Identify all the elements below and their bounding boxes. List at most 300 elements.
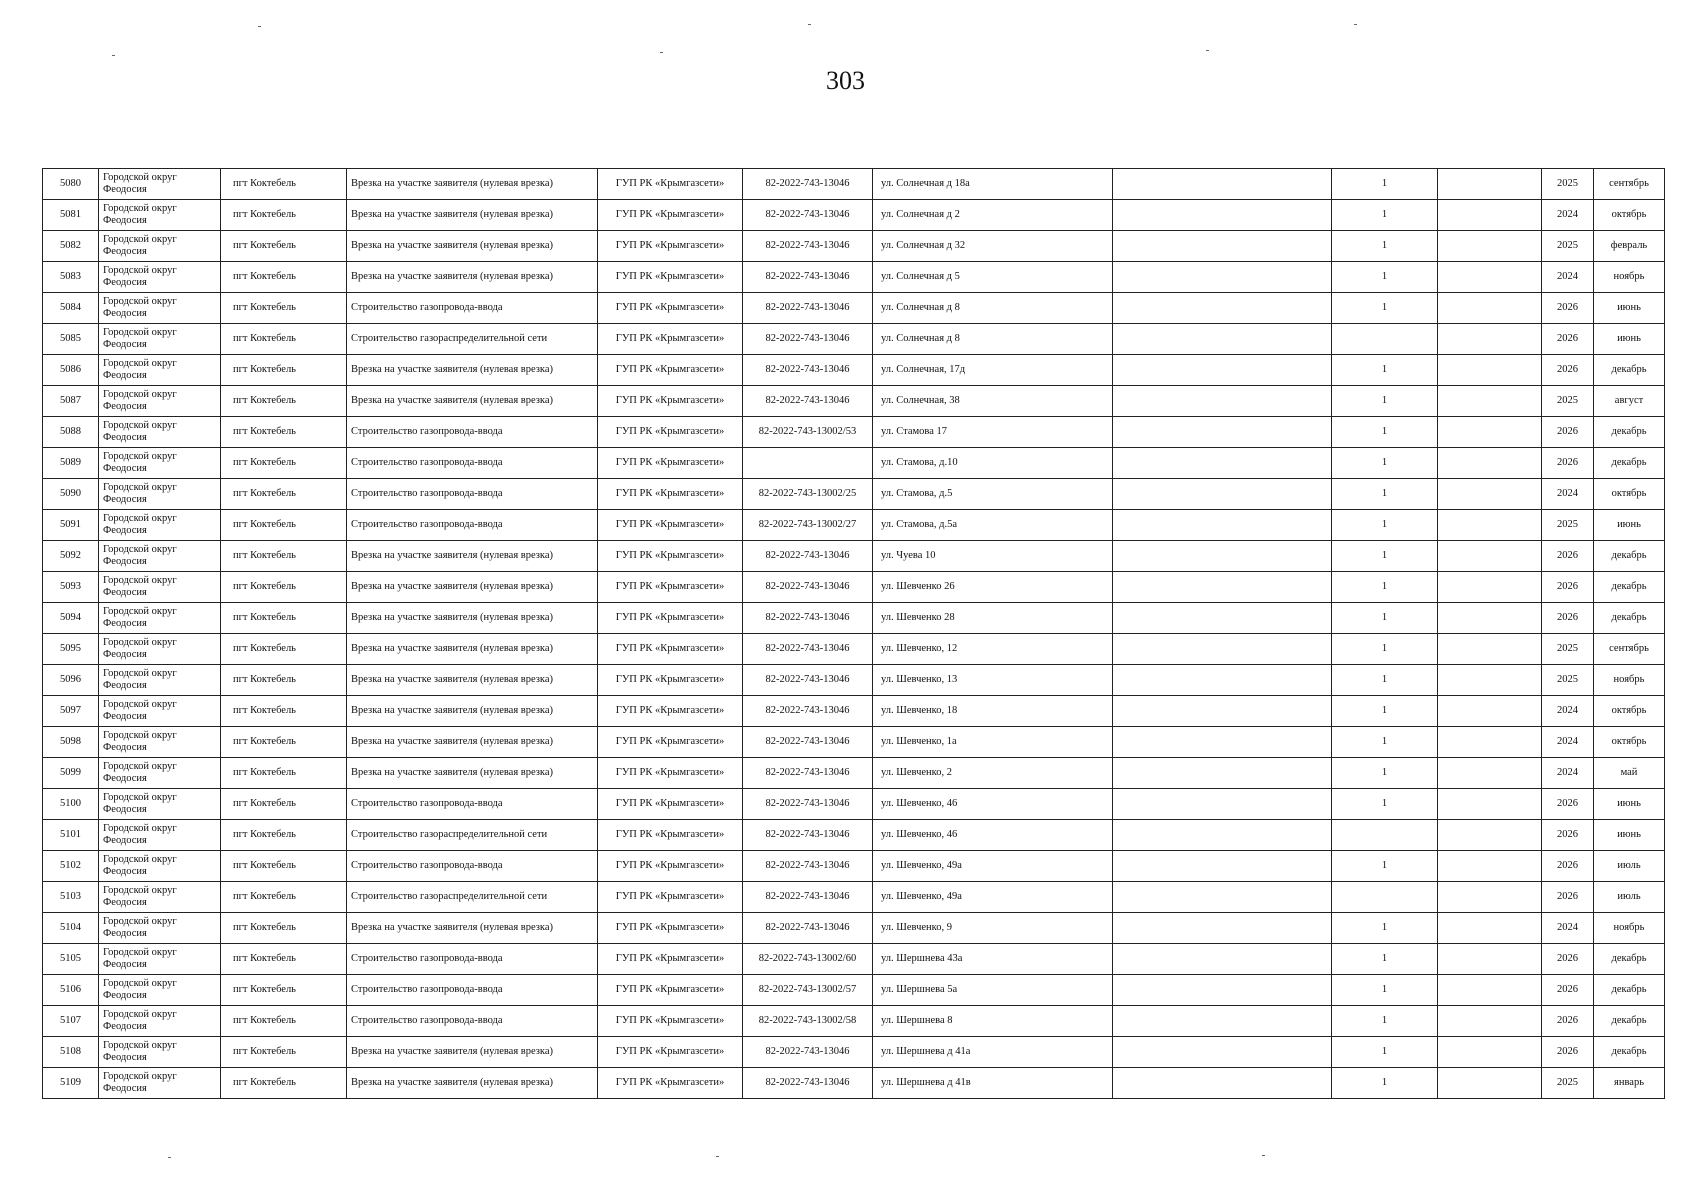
- scan-speck: [1354, 24, 1357, 25]
- document-number-cell: 82-2022-743-13046: [743, 262, 873, 293]
- district-cell: Городской округ Феодосия: [99, 913, 221, 944]
- count-cell: 1: [1332, 758, 1438, 789]
- address-cell: ул. Шершнева 43а: [873, 944, 1113, 975]
- month-cell: февраль: [1594, 231, 1665, 262]
- organization-cell: ГУП РК «Крымгазсети»: [598, 200, 743, 231]
- note-cell: [1438, 665, 1542, 696]
- row-number: 5088: [43, 417, 99, 448]
- note-cell: [1438, 293, 1542, 324]
- extra-cell: [1113, 1006, 1332, 1037]
- month-cell: декабрь: [1594, 1037, 1665, 1068]
- document-number-cell: 82-2022-743-13002/53: [743, 417, 873, 448]
- month-cell: декабрь: [1594, 541, 1665, 572]
- note-cell: [1438, 727, 1542, 758]
- district-cell: Городской округ Феодосия: [99, 1006, 221, 1037]
- address-cell: ул. Шевченко, 12: [873, 634, 1113, 665]
- month-cell: июль: [1594, 851, 1665, 882]
- extra-cell: [1113, 293, 1332, 324]
- address-cell: ул. Шевченко, 46: [873, 820, 1113, 851]
- year-cell: 2026: [1542, 324, 1594, 355]
- page-number: 303: [826, 66, 865, 95]
- row-number: 5083: [43, 262, 99, 293]
- table-row: [43, 1068, 1665, 1099]
- work-type-cell: Врезка на участке заявителя (нулевая врезка): [347, 262, 598, 293]
- organization-cell: ГУП РК «Крымгазсети»: [598, 355, 743, 386]
- locality-cell: пгт Коктебель: [221, 882, 347, 913]
- year-cell: 2025: [1542, 510, 1594, 541]
- locality-cell: пгт Коктебель: [221, 1068, 347, 1099]
- year-cell: 2024: [1542, 696, 1594, 727]
- table-row: [43, 448, 1665, 479]
- row-number: 5093: [43, 572, 99, 603]
- extra-cell: [1113, 975, 1332, 1006]
- row-number: 5086: [43, 355, 99, 386]
- document-number-cell: 82-2022-743-13046: [743, 851, 873, 882]
- year-cell: 2026: [1542, 293, 1594, 324]
- row-number: 5090: [43, 479, 99, 510]
- address-cell: ул. Солнечная д 8: [873, 324, 1113, 355]
- organization-cell: ГУП РК «Крымгазсети»: [598, 789, 743, 820]
- work-type-cell: Врезка на участке заявителя (нулевая врезка): [347, 355, 598, 386]
- locality-cell: пгт Коктебель: [221, 231, 347, 262]
- row-number: 5102: [43, 851, 99, 882]
- organization-cell: ГУП РК «Крымгазсети»: [598, 448, 743, 479]
- row-number: 5109: [43, 1068, 99, 1099]
- extra-cell: [1113, 696, 1332, 727]
- extra-cell: [1113, 820, 1332, 851]
- note-cell: [1438, 1006, 1542, 1037]
- organization-cell: ГУП РК «Крымгазсети»: [598, 169, 743, 200]
- extra-cell: [1113, 789, 1332, 820]
- month-cell: октябрь: [1594, 200, 1665, 231]
- district-cell: Городской округ Феодосия: [99, 572, 221, 603]
- work-type-cell: Строительство газопровода-ввода: [347, 789, 598, 820]
- row-number: 5098: [43, 727, 99, 758]
- document-number-cell: 82-2022-743-13046: [743, 882, 873, 913]
- scan-speck: [1262, 1155, 1265, 1156]
- address-cell: ул. Солнечная, 38: [873, 386, 1113, 417]
- locality-cell: пгт Коктебель: [221, 293, 347, 324]
- note-cell: [1438, 603, 1542, 634]
- extra-cell: [1113, 262, 1332, 293]
- year-cell: 2026: [1542, 541, 1594, 572]
- note-cell: [1438, 1068, 1542, 1099]
- work-type-cell: Строительство газораспределительной сети: [347, 820, 598, 851]
- locality-cell: пгт Коктебель: [221, 479, 347, 510]
- month-cell: август: [1594, 386, 1665, 417]
- year-cell: 2026: [1542, 944, 1594, 975]
- work-type-cell: Строительство газопровода-ввода: [347, 417, 598, 448]
- organization-cell: ГУП РК «Крымгазсети»: [598, 975, 743, 1006]
- count-cell: 1: [1332, 448, 1438, 479]
- extra-cell: [1113, 231, 1332, 262]
- extra-cell: [1113, 355, 1332, 386]
- district-cell: Городской округ Феодосия: [99, 696, 221, 727]
- count-cell: [1332, 882, 1438, 913]
- table-row: [43, 758, 1665, 789]
- count-cell: 1: [1332, 262, 1438, 293]
- count-cell: 1: [1332, 231, 1438, 262]
- note-cell: [1438, 696, 1542, 727]
- table-row: [43, 1006, 1665, 1037]
- count-cell: 1: [1332, 696, 1438, 727]
- address-cell: ул. Шевченко, 13: [873, 665, 1113, 696]
- year-cell: 2026: [1542, 1006, 1594, 1037]
- work-type-cell: Строительство газопровода-ввода: [347, 1006, 598, 1037]
- count-cell: 1: [1332, 355, 1438, 386]
- month-cell: ноябрь: [1594, 665, 1665, 696]
- organization-cell: ГУП РК «Крымгазсети»: [598, 479, 743, 510]
- address-cell: ул. Стамова, д.10: [873, 448, 1113, 479]
- locality-cell: пгт Коктебель: [221, 417, 347, 448]
- year-cell: 2026: [1542, 355, 1594, 386]
- month-cell: сентябрь: [1594, 634, 1665, 665]
- year-cell: 2025: [1542, 665, 1594, 696]
- address-cell: ул. Шевченко, 2: [873, 758, 1113, 789]
- district-cell: Городской округ Феодосия: [99, 975, 221, 1006]
- year-cell: 2024: [1542, 913, 1594, 944]
- table-row: [43, 851, 1665, 882]
- extra-cell: [1113, 634, 1332, 665]
- address-cell: ул. Шершнева 8: [873, 1006, 1113, 1037]
- organization-cell: ГУП РК «Крымгазсети»: [598, 386, 743, 417]
- locality-cell: пгт Коктебель: [221, 634, 347, 665]
- data-table: [42, 168, 1665, 1099]
- organization-cell: ГУП РК «Крымгазсети»: [598, 1006, 743, 1037]
- work-type-cell: Врезка на участке заявителя (нулевая врезка): [347, 231, 598, 262]
- note-cell: [1438, 820, 1542, 851]
- month-cell: июнь: [1594, 820, 1665, 851]
- scan-speck: [168, 1157, 171, 1158]
- count-cell: 1: [1332, 386, 1438, 417]
- count-cell: [1332, 324, 1438, 355]
- document-number-cell: 82-2022-743-13002/60: [743, 944, 873, 975]
- row-number: 5099: [43, 758, 99, 789]
- row-number: 5105: [43, 944, 99, 975]
- document-number-cell: 82-2022-743-13002/57: [743, 975, 873, 1006]
- extra-cell: [1113, 169, 1332, 200]
- count-cell: 1: [1332, 603, 1438, 634]
- document-number-cell: 82-2022-743-13046: [743, 324, 873, 355]
- count-cell: 1: [1332, 634, 1438, 665]
- row-number: 5081: [43, 200, 99, 231]
- document-number-cell: 82-2022-743-13046: [743, 200, 873, 231]
- note-cell: [1438, 262, 1542, 293]
- row-number: 5096: [43, 665, 99, 696]
- month-cell: октябрь: [1594, 727, 1665, 758]
- note-cell: [1438, 944, 1542, 975]
- extra-cell: [1113, 944, 1332, 975]
- table-row: [43, 789, 1665, 820]
- note-cell: [1438, 231, 1542, 262]
- table-row: [43, 231, 1665, 262]
- address-cell: ул. Стамова, д.5: [873, 479, 1113, 510]
- month-cell: июнь: [1594, 510, 1665, 541]
- table-row: [43, 820, 1665, 851]
- district-cell: Городской округ Феодосия: [99, 479, 221, 510]
- note-cell: [1438, 572, 1542, 603]
- document-number-cell: 82-2022-743-13046: [743, 355, 873, 386]
- table-row: [43, 262, 1665, 293]
- month-cell: май: [1594, 758, 1665, 789]
- table-row: [43, 510, 1665, 541]
- locality-cell: пгт Коктебель: [221, 789, 347, 820]
- extra-cell: [1113, 448, 1332, 479]
- district-cell: Городской округ Феодосия: [99, 231, 221, 262]
- row-number: 5101: [43, 820, 99, 851]
- organization-cell: ГУП РК «Крымгазсети»: [598, 944, 743, 975]
- document-number-cell: 82-2022-743-13046: [743, 913, 873, 944]
- work-type-cell: Строительство газопровода-ввода: [347, 510, 598, 541]
- table-row: [43, 541, 1665, 572]
- document-number-cell: 82-2022-743-13046: [743, 231, 873, 262]
- organization-cell: ГУП РК «Крымгазсети»: [598, 541, 743, 572]
- work-type-cell: Врезка на участке заявителя (нулевая врезка): [347, 1068, 598, 1099]
- locality-cell: пгт Коктебель: [221, 975, 347, 1006]
- table-row: [43, 324, 1665, 355]
- locality-cell: пгт Коктебель: [221, 1037, 347, 1068]
- count-cell: 1: [1332, 944, 1438, 975]
- document-number-cell: 82-2022-743-13046: [743, 603, 873, 634]
- table-row: [43, 479, 1665, 510]
- month-cell: декабрь: [1594, 944, 1665, 975]
- table-body: [43, 169, 1665, 1099]
- note-cell: [1438, 417, 1542, 448]
- locality-cell: пгт Коктебель: [221, 851, 347, 882]
- organization-cell: ГУП РК «Крымгазсети»: [598, 1068, 743, 1099]
- row-number: 5095: [43, 634, 99, 665]
- district-cell: Городской округ Феодосия: [99, 789, 221, 820]
- year-cell: 2026: [1542, 820, 1594, 851]
- work-type-cell: Врезка на участке заявителя (нулевая врезка): [347, 541, 598, 572]
- table-row: [43, 975, 1665, 1006]
- year-cell: 2024: [1542, 479, 1594, 510]
- year-cell: 2025: [1542, 386, 1594, 417]
- count-cell: 1: [1332, 727, 1438, 758]
- locality-cell: пгт Коктебель: [221, 696, 347, 727]
- extra-cell: [1113, 479, 1332, 510]
- extra-cell: [1113, 913, 1332, 944]
- document-number-cell: 82-2022-743-13002/25: [743, 479, 873, 510]
- count-cell: 1: [1332, 417, 1438, 448]
- document-number-cell: 82-2022-743-13046: [743, 169, 873, 200]
- month-cell: декабрь: [1594, 603, 1665, 634]
- table-row: [43, 417, 1665, 448]
- note-cell: [1438, 913, 1542, 944]
- count-cell: 1: [1332, 200, 1438, 231]
- document-number-cell: 82-2022-743-13046: [743, 1037, 873, 1068]
- address-cell: ул. Чуева 10: [873, 541, 1113, 572]
- count-cell: [1332, 820, 1438, 851]
- district-cell: Городской округ Феодосия: [99, 1068, 221, 1099]
- document-number-cell: 82-2022-743-13046: [743, 572, 873, 603]
- locality-cell: пгт Коктебель: [221, 665, 347, 696]
- document-number-cell: 82-2022-743-13046: [743, 386, 873, 417]
- count-cell: 1: [1332, 665, 1438, 696]
- district-cell: Городской округ Феодосия: [99, 820, 221, 851]
- note-cell: [1438, 851, 1542, 882]
- organization-cell: ГУП РК «Крымгазсети»: [598, 293, 743, 324]
- year-cell: 2026: [1542, 448, 1594, 479]
- month-cell: декабрь: [1594, 448, 1665, 479]
- organization-cell: ГУП РК «Крымгазсети»: [598, 665, 743, 696]
- document-number-cell: 82-2022-743-13046: [743, 727, 873, 758]
- count-cell: 1: [1332, 510, 1438, 541]
- work-type-cell: Врезка на участке заявителя (нулевая врезка): [347, 169, 598, 200]
- district-cell: Городской округ Феодосия: [99, 448, 221, 479]
- month-cell: декабрь: [1594, 975, 1665, 1006]
- district-cell: Городской округ Феодосия: [99, 882, 221, 913]
- month-cell: декабрь: [1594, 417, 1665, 448]
- extra-cell: [1113, 510, 1332, 541]
- work-type-cell: Строительство газопровода-ввода: [347, 293, 598, 324]
- district-cell: Городской округ Феодосия: [99, 169, 221, 200]
- count-cell: 1: [1332, 789, 1438, 820]
- address-cell: ул. Солнечная д 8: [873, 293, 1113, 324]
- table-row: [43, 665, 1665, 696]
- organization-cell: ГУП РК «Крымгазсети»: [598, 231, 743, 262]
- work-type-cell: Строительство газопровода-ввода: [347, 944, 598, 975]
- table-row: [43, 913, 1665, 944]
- document-number-cell: 82-2022-743-13046: [743, 789, 873, 820]
- month-cell: ноябрь: [1594, 913, 1665, 944]
- scan-speck: [716, 1156, 719, 1157]
- note-cell: [1438, 510, 1542, 541]
- count-cell: 1: [1332, 1068, 1438, 1099]
- organization-cell: ГУП РК «Крымгазсети»: [598, 696, 743, 727]
- document-number-cell: 82-2022-743-13046: [743, 1068, 873, 1099]
- year-cell: 2026: [1542, 417, 1594, 448]
- organization-cell: ГУП РК «Крымгазсети»: [598, 603, 743, 634]
- row-number: 5080: [43, 169, 99, 200]
- year-cell: 2024: [1542, 200, 1594, 231]
- address-cell: ул. Шевченко, 18: [873, 696, 1113, 727]
- address-cell: ул. Шершнева д 41в: [873, 1068, 1113, 1099]
- month-cell: июнь: [1594, 293, 1665, 324]
- work-type-cell: Врезка на участке заявителя (нулевая врезка): [347, 634, 598, 665]
- extra-cell: [1113, 603, 1332, 634]
- scan-speck: [660, 52, 663, 53]
- extra-cell: [1113, 572, 1332, 603]
- note-cell: [1438, 169, 1542, 200]
- row-number: 5082: [43, 231, 99, 262]
- district-cell: Городской округ Феодосия: [99, 200, 221, 231]
- year-cell: 2025: [1542, 231, 1594, 262]
- organization-cell: ГУП РК «Крымгазсети»: [598, 510, 743, 541]
- extra-cell: [1113, 882, 1332, 913]
- work-type-cell: Врезка на участке заявителя (нулевая врезка): [347, 727, 598, 758]
- count-cell: 1: [1332, 541, 1438, 572]
- locality-cell: пгт Коктебель: [221, 386, 347, 417]
- extra-cell: [1113, 1068, 1332, 1099]
- district-cell: Городской округ Феодосия: [99, 293, 221, 324]
- document-number-cell: 82-2022-743-13046: [743, 820, 873, 851]
- row-number: 5108: [43, 1037, 99, 1068]
- year-cell: 2025: [1542, 1068, 1594, 1099]
- month-cell: октябрь: [1594, 479, 1665, 510]
- locality-cell: пгт Коктебель: [221, 944, 347, 975]
- document-number-cell: 82-2022-743-13046: [743, 293, 873, 324]
- locality-cell: пгт Коктебель: [221, 510, 347, 541]
- extra-cell: [1113, 1037, 1332, 1068]
- scan-speck: [112, 55, 115, 56]
- work-type-cell: Строительство газораспределительной сети: [347, 882, 598, 913]
- note-cell: [1438, 758, 1542, 789]
- address-cell: ул. Солнечная, 17д: [873, 355, 1113, 386]
- address-cell: ул. Стамова 17: [873, 417, 1113, 448]
- count-cell: 1: [1332, 913, 1438, 944]
- work-type-cell: Врезка на участке заявителя (нулевая врезка): [347, 758, 598, 789]
- work-type-cell: Врезка на участке заявителя (нулевая врезка): [347, 572, 598, 603]
- work-type-cell: Строительство газопровода-ввода: [347, 975, 598, 1006]
- table-row: [43, 355, 1665, 386]
- locality-cell: пгт Коктебель: [221, 448, 347, 479]
- address-cell: ул. Шевченко, 49а: [873, 882, 1113, 913]
- extra-cell: [1113, 541, 1332, 572]
- district-cell: Городской округ Феодосия: [99, 758, 221, 789]
- row-number: 5100: [43, 789, 99, 820]
- address-cell: ул. Шевченко, 46: [873, 789, 1113, 820]
- table-row: [43, 386, 1665, 417]
- district-cell: Городской округ Феодосия: [99, 262, 221, 293]
- year-cell: 2025: [1542, 634, 1594, 665]
- month-cell: декабрь: [1594, 355, 1665, 386]
- address-cell: ул. Стамова, д.5а: [873, 510, 1113, 541]
- organization-cell: ГУП РК «Крымгазсети»: [598, 851, 743, 882]
- year-cell: 2025: [1542, 169, 1594, 200]
- district-cell: Городской округ Феодосия: [99, 541, 221, 572]
- work-type-cell: Врезка на участке заявителя (нулевая врезка): [347, 665, 598, 696]
- district-cell: Городской округ Феодосия: [99, 355, 221, 386]
- note-cell: [1438, 975, 1542, 1006]
- district-cell: Городской округ Феодосия: [99, 386, 221, 417]
- locality-cell: пгт Коктебель: [221, 1006, 347, 1037]
- address-cell: ул. Шевченко, 9: [873, 913, 1113, 944]
- work-type-cell: Строительство газопровода-ввода: [347, 851, 598, 882]
- count-cell: 1: [1332, 851, 1438, 882]
- locality-cell: пгт Коктебель: [221, 758, 347, 789]
- row-number: 5094: [43, 603, 99, 634]
- document-number-cell: 82-2022-743-13002/27: [743, 510, 873, 541]
- row-number: 5085: [43, 324, 99, 355]
- extra-cell: [1113, 200, 1332, 231]
- note-cell: [1438, 882, 1542, 913]
- locality-cell: пгт Коктебель: [221, 169, 347, 200]
- district-cell: Городской округ Феодосия: [99, 417, 221, 448]
- district-cell: Городской округ Феодосия: [99, 510, 221, 541]
- extra-cell: [1113, 386, 1332, 417]
- district-cell: Городской округ Феодосия: [99, 634, 221, 665]
- year-cell: 2026: [1542, 572, 1594, 603]
- year-cell: 2026: [1542, 975, 1594, 1006]
- address-cell: ул. Шевченко, 1а: [873, 727, 1113, 758]
- row-number: 5084: [43, 293, 99, 324]
- address-cell: ул. Солнечная д 5: [873, 262, 1113, 293]
- organization-cell: ГУП РК «Крымгазсети»: [598, 262, 743, 293]
- address-cell: ул. Шевченко, 49а: [873, 851, 1113, 882]
- month-cell: октябрь: [1594, 696, 1665, 727]
- table-row: [43, 293, 1665, 324]
- row-number: 5106: [43, 975, 99, 1006]
- row-number: 5092: [43, 541, 99, 572]
- work-type-cell: Строительство газораспределительной сети: [347, 324, 598, 355]
- locality-cell: пгт Коктебель: [221, 820, 347, 851]
- address-cell: ул. Шевченко 28: [873, 603, 1113, 634]
- organization-cell: ГУП РК «Крымгазсети»: [598, 882, 743, 913]
- month-cell: ноябрь: [1594, 262, 1665, 293]
- district-cell: Городской округ Феодосия: [99, 603, 221, 634]
- extra-cell: [1113, 417, 1332, 448]
